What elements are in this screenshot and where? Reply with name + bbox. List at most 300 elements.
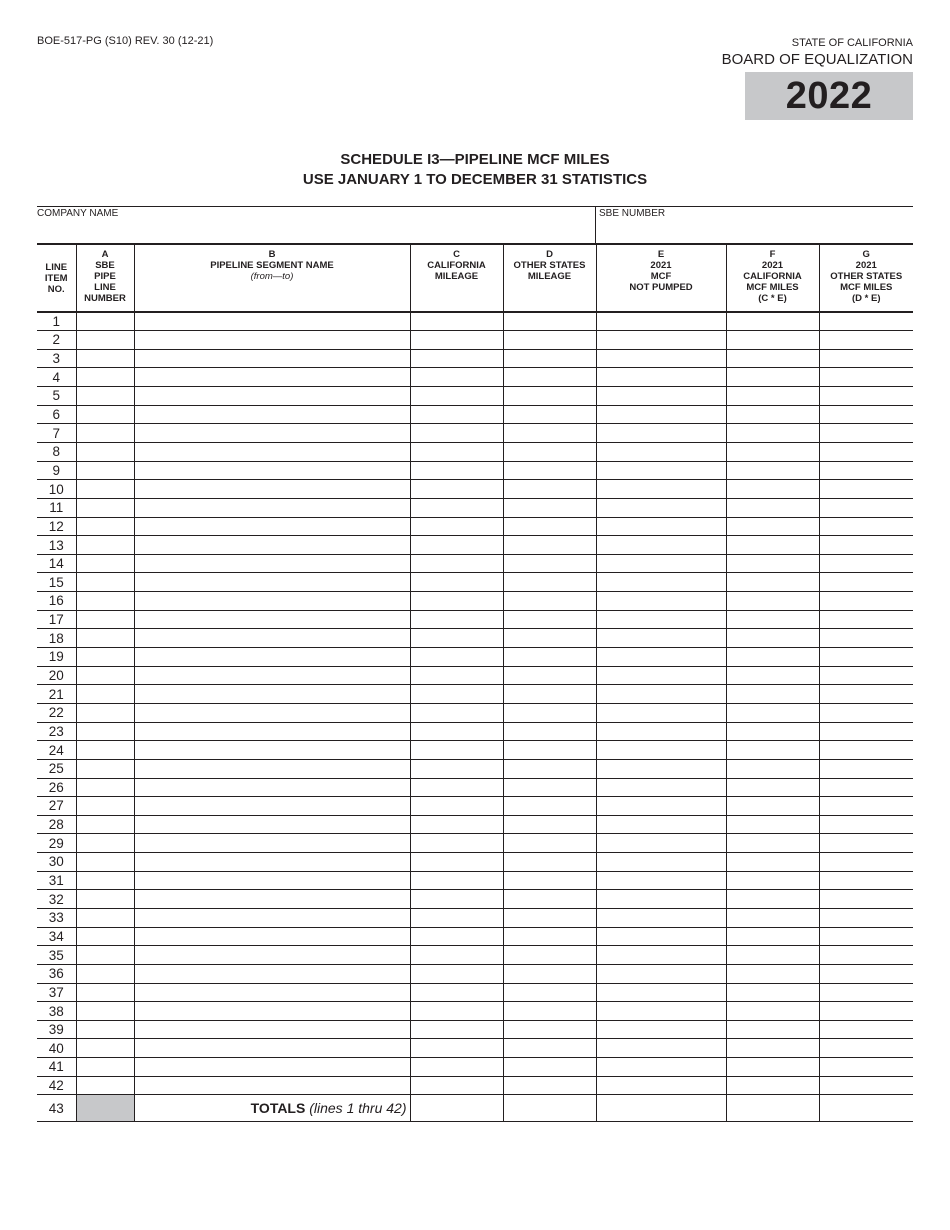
mcf-not-pumped-cell[interactable] [596, 573, 726, 592]
mcf-not-pumped-cell[interactable] [596, 312, 726, 331]
segment-name-cell[interactable] [134, 722, 410, 741]
other-mileage-cell[interactable] [503, 722, 596, 741]
other-mcf-miles-cell[interactable] [819, 349, 913, 368]
mcf-not-pumped-cell[interactable] [596, 741, 726, 760]
pipe-line-number-cell[interactable] [76, 629, 134, 648]
pipe-line-number-cell[interactable] [76, 368, 134, 387]
ca-mcf-miles-cell[interactable] [726, 349, 819, 368]
mcf-not-pumped-cell[interactable] [596, 498, 726, 517]
ca-mcf-miles-cell[interactable] [726, 722, 819, 741]
ca-mileage-cell[interactable] [410, 648, 503, 667]
ca-mcf-miles-cell[interactable] [726, 890, 819, 909]
other-mcf-miles-cell[interactable] [819, 424, 913, 443]
other-mcf-miles-cell[interactable] [819, 536, 913, 555]
ca-mcf-miles-cell[interactable] [726, 312, 819, 331]
segment-name-cell[interactable] [134, 592, 410, 611]
pipe-line-number-cell[interactable] [76, 946, 134, 965]
other-mcf-miles-cell[interactable] [819, 629, 913, 648]
ca-mileage-cell[interactable] [410, 815, 503, 834]
pipe-line-number-cell[interactable] [76, 909, 134, 928]
segment-name-cell[interactable] [134, 1076, 410, 1095]
mcf-not-pumped-cell[interactable] [596, 517, 726, 536]
pipe-line-number-cell[interactable] [76, 983, 134, 1002]
pipe-line-number-cell[interactable] [76, 1076, 134, 1095]
other-mcf-miles-cell[interactable] [819, 368, 913, 387]
ca-mcf-miles-cell[interactable] [726, 1039, 819, 1058]
ca-mileage-cell[interactable] [410, 592, 503, 611]
other-mcf-miles-cell[interactable] [819, 1020, 913, 1039]
mcf-not-pumped-cell[interactable] [596, 853, 726, 872]
ca-mcf-miles-cell[interactable] [726, 461, 819, 480]
segment-name-cell[interactable] [134, 946, 410, 965]
ca-mcf-miles-cell[interactable] [726, 946, 819, 965]
segment-name-cell[interactable] [134, 387, 410, 406]
segment-name-cell[interactable] [134, 703, 410, 722]
mcf-not-pumped-cell[interactable] [596, 349, 726, 368]
other-mileage-cell[interactable] [503, 797, 596, 816]
ca-mcf-miles-cell[interactable] [726, 387, 819, 406]
other-mileage-cell[interactable] [503, 666, 596, 685]
mcf-not-pumped-cell[interactable] [596, 592, 726, 611]
ca-mileage-cell[interactable] [410, 480, 503, 499]
segment-name-cell[interactable] [134, 834, 410, 853]
pipe-line-number-cell[interactable] [76, 685, 134, 704]
ca-mileage-cell[interactable] [410, 797, 503, 816]
ca-mileage-cell[interactable] [410, 722, 503, 741]
other-mcf-miles-cell[interactable] [819, 927, 913, 946]
other-mileage-cell[interactable] [503, 461, 596, 480]
ca-mileage-cell[interactable] [410, 741, 503, 760]
ca-mcf-miles-cell[interactable] [726, 853, 819, 872]
other-mileage-cell[interactable] [503, 741, 596, 760]
ca-mileage-cell[interactable] [410, 331, 503, 350]
mcf-not-pumped-cell[interactable] [596, 648, 726, 667]
ca-mileage-cell[interactable] [410, 629, 503, 648]
mcf-not-pumped-cell[interactable] [596, 442, 726, 461]
ca-mileage-cell[interactable] [410, 853, 503, 872]
ca-mileage-cell[interactable] [410, 946, 503, 965]
ca-mileage-cell[interactable] [410, 536, 503, 555]
other-mileage-cell[interactable] [503, 629, 596, 648]
other-mcf-miles-cell[interactable] [819, 964, 913, 983]
segment-name-cell[interactable] [134, 442, 410, 461]
segment-name-cell[interactable] [134, 927, 410, 946]
ca-mileage-cell[interactable] [410, 1039, 503, 1058]
ca-mileage-cell[interactable] [410, 498, 503, 517]
ca-mcf-miles-cell[interactable] [726, 909, 819, 928]
mcf-not-pumped-cell[interactable] [596, 815, 726, 834]
other-mileage-cell[interactable] [503, 983, 596, 1002]
other-mcf-miles-cell[interactable] [819, 909, 913, 928]
mcf-not-pumped-cell[interactable] [596, 536, 726, 555]
segment-name-cell[interactable] [134, 424, 410, 443]
other-mileage-cell[interactable] [503, 815, 596, 834]
ca-mileage-cell[interactable] [410, 834, 503, 853]
ca-mcf-miles-cell[interactable] [726, 592, 819, 611]
ca-mileage-cell[interactable] [410, 405, 503, 424]
ca-mcf-miles-cell[interactable] [726, 964, 819, 983]
pipe-line-number-cell[interactable] [76, 741, 134, 760]
other-mcf-miles-cell[interactable] [819, 648, 913, 667]
mcf-not-pumped-cell[interactable] [596, 1058, 726, 1077]
segment-name-cell[interactable] [134, 648, 410, 667]
mcf-not-pumped-cell[interactable] [596, 1039, 726, 1058]
other-mileage-cell[interactable] [503, 1002, 596, 1021]
ca-mcf-miles-cell[interactable] [726, 927, 819, 946]
ca-mileage-cell[interactable] [410, 1058, 503, 1077]
segment-name-cell[interactable] [134, 1002, 410, 1021]
ca-mcf-miles-cell[interactable] [726, 629, 819, 648]
ca-mcf-miles-cell[interactable] [726, 610, 819, 629]
mcf-not-pumped-cell[interactable] [596, 871, 726, 890]
segment-name-cell[interactable] [134, 741, 410, 760]
pipe-line-number-cell[interactable] [76, 1020, 134, 1039]
pipe-line-number-cell[interactable] [76, 442, 134, 461]
segment-name-cell[interactable] [134, 1039, 410, 1058]
pipe-line-number-cell[interactable] [76, 405, 134, 424]
other-mileage-cell[interactable] [503, 927, 596, 946]
ca-mileage-cell[interactable] [410, 424, 503, 443]
ca-mcf-miles-cell[interactable] [726, 1058, 819, 1077]
ca-mileage-cell[interactable] [410, 871, 503, 890]
segment-name-cell[interactable] [134, 853, 410, 872]
ca-mcf-miles-cell[interactable] [726, 759, 819, 778]
pipe-line-number-cell[interactable] [76, 480, 134, 499]
ca-mileage-cell[interactable] [410, 964, 503, 983]
segment-name-cell[interactable] [134, 405, 410, 424]
ca-mileage-cell[interactable] [410, 554, 503, 573]
other-mcf-miles-cell[interactable] [819, 759, 913, 778]
other-mcf-miles-cell[interactable] [819, 890, 913, 909]
other-mileage-cell[interactable] [503, 387, 596, 406]
segment-name-cell[interactable] [134, 909, 410, 928]
other-mcf-miles-cell[interactable] [819, 405, 913, 424]
other-mcf-miles-cell[interactable] [819, 517, 913, 536]
other-mileage-cell[interactable] [503, 610, 596, 629]
total-other-mileage-cell[interactable] [503, 1095, 596, 1122]
pipe-line-number-cell[interactable] [76, 461, 134, 480]
segment-name-cell[interactable] [134, 815, 410, 834]
ca-mcf-miles-cell[interactable] [726, 1002, 819, 1021]
other-mileage-cell[interactable] [503, 1058, 596, 1077]
other-mcf-miles-cell[interactable] [819, 1039, 913, 1058]
other-mileage-cell[interactable] [503, 424, 596, 443]
other-mcf-miles-cell[interactable] [819, 592, 913, 611]
other-mileage-cell[interactable] [503, 442, 596, 461]
segment-name-cell[interactable] [134, 666, 410, 685]
company-name-field[interactable] [37, 207, 596, 243]
other-mcf-miles-cell[interactable] [819, 1058, 913, 1077]
other-mcf-miles-cell[interactable] [819, 554, 913, 573]
pipe-line-number-cell[interactable] [76, 573, 134, 592]
mcf-not-pumped-cell[interactable] [596, 461, 726, 480]
segment-name-cell[interactable] [134, 610, 410, 629]
ca-mileage-cell[interactable] [410, 517, 503, 536]
segment-name-cell[interactable] [134, 349, 410, 368]
other-mileage-cell[interactable] [503, 573, 596, 592]
total-ca-mileage-cell[interactable] [410, 1095, 503, 1122]
ca-mileage-cell[interactable] [410, 349, 503, 368]
ca-mileage-cell[interactable] [410, 573, 503, 592]
other-mileage-cell[interactable] [503, 759, 596, 778]
pipe-line-number-cell[interactable] [76, 610, 134, 629]
other-mileage-cell[interactable] [503, 909, 596, 928]
ca-mileage-cell[interactable] [410, 387, 503, 406]
mcf-not-pumped-cell[interactable] [596, 480, 726, 499]
pipe-line-number-cell[interactable] [76, 964, 134, 983]
segment-name-cell[interactable] [134, 1058, 410, 1077]
mcf-not-pumped-cell[interactable] [596, 666, 726, 685]
mcf-not-pumped-cell[interactable] [596, 927, 726, 946]
other-mcf-miles-cell[interactable] [819, 983, 913, 1002]
ca-mcf-miles-cell[interactable] [726, 741, 819, 760]
other-mcf-miles-cell[interactable] [819, 871, 913, 890]
other-mileage-cell[interactable] [503, 834, 596, 853]
other-mcf-miles-cell[interactable] [819, 722, 913, 741]
mcf-not-pumped-cell[interactable] [596, 722, 726, 741]
mcf-not-pumped-cell[interactable] [596, 610, 726, 629]
other-mileage-cell[interactable] [503, 890, 596, 909]
ca-mileage-cell[interactable] [410, 442, 503, 461]
ca-mcf-miles-cell[interactable] [726, 834, 819, 853]
other-mileage-cell[interactable] [503, 498, 596, 517]
total-ca-mcf-miles-cell[interactable] [726, 1095, 819, 1122]
segment-name-cell[interactable] [134, 629, 410, 648]
other-mcf-miles-cell[interactable] [819, 610, 913, 629]
other-mileage-cell[interactable] [503, 349, 596, 368]
ca-mileage-cell[interactable] [410, 983, 503, 1002]
mcf-not-pumped-cell[interactable] [596, 703, 726, 722]
other-mcf-miles-cell[interactable] [819, 480, 913, 499]
pipe-line-number-cell[interactable] [76, 554, 134, 573]
segment-name-cell[interactable] [134, 983, 410, 1002]
ca-mileage-cell[interactable] [410, 890, 503, 909]
ca-mileage-cell[interactable] [410, 666, 503, 685]
ca-mileage-cell[interactable] [410, 368, 503, 387]
other-mcf-miles-cell[interactable] [819, 853, 913, 872]
pipe-line-number-cell[interactable] [76, 312, 134, 331]
other-mileage-cell[interactable] [503, 517, 596, 536]
segment-name-cell[interactable] [134, 797, 410, 816]
pipe-line-number-cell[interactable] [76, 592, 134, 611]
segment-name-cell[interactable] [134, 685, 410, 704]
other-mcf-miles-cell[interactable] [819, 442, 913, 461]
pipe-line-number-cell[interactable] [76, 1039, 134, 1058]
mcf-not-pumped-cell[interactable] [596, 1002, 726, 1021]
ca-mcf-miles-cell[interactable] [726, 703, 819, 722]
ca-mileage-cell[interactable] [410, 909, 503, 928]
pipe-line-number-cell[interactable] [76, 349, 134, 368]
ca-mileage-cell[interactable] [410, 759, 503, 778]
mcf-not-pumped-cell[interactable] [596, 964, 726, 983]
ca-mcf-miles-cell[interactable] [726, 573, 819, 592]
mcf-not-pumped-cell[interactable] [596, 424, 726, 443]
segment-name-cell[interactable] [134, 461, 410, 480]
segment-name-cell[interactable] [134, 573, 410, 592]
other-mileage-cell[interactable] [503, 853, 596, 872]
ca-mcf-miles-cell[interactable] [726, 648, 819, 667]
segment-name-cell[interactable] [134, 890, 410, 909]
ca-mcf-miles-cell[interactable] [726, 1020, 819, 1039]
pipe-line-number-cell[interactable] [76, 927, 134, 946]
ca-mcf-miles-cell[interactable] [726, 424, 819, 443]
mcf-not-pumped-cell[interactable] [596, 405, 726, 424]
other-mcf-miles-cell[interactable] [819, 685, 913, 704]
other-mileage-cell[interactable] [503, 964, 596, 983]
other-mcf-miles-cell[interactable] [819, 312, 913, 331]
pipe-line-number-cell[interactable] [76, 666, 134, 685]
other-mcf-miles-cell[interactable] [819, 387, 913, 406]
ca-mcf-miles-cell[interactable] [726, 797, 819, 816]
other-mcf-miles-cell[interactable] [819, 573, 913, 592]
other-mileage-cell[interactable] [503, 480, 596, 499]
ca-mcf-miles-cell[interactable] [726, 685, 819, 704]
ca-mcf-miles-cell[interactable] [726, 442, 819, 461]
other-mcf-miles-cell[interactable] [819, 815, 913, 834]
other-mileage-cell[interactable] [503, 536, 596, 555]
other-mileage-cell[interactable] [503, 703, 596, 722]
ca-mileage-cell[interactable] [410, 1002, 503, 1021]
segment-name-cell[interactable] [134, 554, 410, 573]
ca-mileage-cell[interactable] [410, 685, 503, 704]
pipe-line-number-cell[interactable] [76, 890, 134, 909]
other-mcf-miles-cell[interactable] [819, 331, 913, 350]
other-mcf-miles-cell[interactable] [819, 461, 913, 480]
mcf-not-pumped-cell[interactable] [596, 983, 726, 1002]
ca-mcf-miles-cell[interactable] [726, 517, 819, 536]
mcf-not-pumped-cell[interactable] [596, 1076, 726, 1095]
pipe-line-number-cell[interactable] [76, 778, 134, 797]
other-mcf-miles-cell[interactable] [819, 778, 913, 797]
pipe-line-number-cell[interactable] [76, 517, 134, 536]
mcf-not-pumped-cell[interactable] [596, 368, 726, 387]
other-mileage-cell[interactable] [503, 871, 596, 890]
segment-name-cell[interactable] [134, 964, 410, 983]
pipe-line-number-cell[interactable] [76, 1058, 134, 1077]
segment-name-cell[interactable] [134, 778, 410, 797]
ca-mcf-miles-cell[interactable] [726, 778, 819, 797]
other-mcf-miles-cell[interactable] [819, 1076, 913, 1095]
mcf-not-pumped-cell[interactable] [596, 946, 726, 965]
segment-name-cell[interactable] [134, 368, 410, 387]
pipe-line-number-cell[interactable] [76, 331, 134, 350]
other-mcf-miles-cell[interactable] [819, 797, 913, 816]
ca-mileage-cell[interactable] [410, 461, 503, 480]
ca-mcf-miles-cell[interactable] [726, 871, 819, 890]
segment-name-cell[interactable] [134, 517, 410, 536]
other-mileage-cell[interactable] [503, 1039, 596, 1058]
other-mcf-miles-cell[interactable] [819, 666, 913, 685]
other-mileage-cell[interactable] [503, 946, 596, 965]
ca-mcf-miles-cell[interactable] [726, 368, 819, 387]
mcf-not-pumped-cell[interactable] [596, 797, 726, 816]
ca-mcf-miles-cell[interactable] [726, 480, 819, 499]
segment-name-cell[interactable] [134, 312, 410, 331]
ca-mileage-cell[interactable] [410, 1076, 503, 1095]
mcf-not-pumped-cell[interactable] [596, 331, 726, 350]
ca-mcf-miles-cell[interactable] [726, 405, 819, 424]
segment-name-cell[interactable] [134, 871, 410, 890]
pipe-line-number-cell[interactable] [76, 536, 134, 555]
mcf-not-pumped-cell[interactable] [596, 1020, 726, 1039]
pipe-line-number-cell[interactable] [76, 1002, 134, 1021]
mcf-not-pumped-cell[interactable] [596, 834, 726, 853]
mcf-not-pumped-cell[interactable] [596, 759, 726, 778]
other-mileage-cell[interactable] [503, 331, 596, 350]
segment-name-cell[interactable] [134, 331, 410, 350]
mcf-not-pumped-cell[interactable] [596, 685, 726, 704]
ca-mcf-miles-cell[interactable] [726, 666, 819, 685]
segment-name-cell[interactable] [134, 480, 410, 499]
ca-mcf-miles-cell[interactable] [726, 983, 819, 1002]
pipe-line-number-cell[interactable] [76, 648, 134, 667]
other-mileage-cell[interactable] [503, 648, 596, 667]
ca-mileage-cell[interactable] [410, 703, 503, 722]
ca-mcf-miles-cell[interactable] [726, 815, 819, 834]
other-mcf-miles-cell[interactable] [819, 741, 913, 760]
other-mileage-cell[interactable] [503, 592, 596, 611]
ca-mileage-cell[interactable] [410, 1020, 503, 1039]
ca-mcf-miles-cell[interactable] [726, 536, 819, 555]
other-mcf-miles-cell[interactable] [819, 1002, 913, 1021]
ca-mileage-cell[interactable] [410, 610, 503, 629]
ca-mcf-miles-cell[interactable] [726, 498, 819, 517]
mcf-not-pumped-cell[interactable] [596, 387, 726, 406]
pipe-line-number-cell[interactable] [76, 871, 134, 890]
total-other-mcf-miles-cell[interactable] [819, 1095, 913, 1122]
pipe-line-number-cell[interactable] [76, 797, 134, 816]
pipe-line-number-cell[interactable] [76, 722, 134, 741]
mcf-not-pumped-cell[interactable] [596, 629, 726, 648]
segment-name-cell[interactable] [134, 498, 410, 517]
other-mcf-miles-cell[interactable] [819, 946, 913, 965]
total-mcf-not-pumped-cell[interactable] [596, 1095, 726, 1122]
pipe-line-number-cell[interactable] [76, 834, 134, 853]
ca-mcf-miles-cell[interactable] [726, 331, 819, 350]
other-mileage-cell[interactable] [503, 368, 596, 387]
pipe-line-number-cell[interactable] [76, 498, 134, 517]
other-mileage-cell[interactable] [503, 778, 596, 797]
ca-mileage-cell[interactable] [410, 927, 503, 946]
mcf-not-pumped-cell[interactable] [596, 554, 726, 573]
other-mcf-miles-cell[interactable] [819, 834, 913, 853]
mcf-not-pumped-cell[interactable] [596, 890, 726, 909]
pipe-line-number-cell[interactable] [76, 853, 134, 872]
ca-mileage-cell[interactable] [410, 778, 503, 797]
pipe-line-number-cell[interactable] [76, 815, 134, 834]
other-mileage-cell[interactable] [503, 405, 596, 424]
ca-mcf-miles-cell[interactable] [726, 1076, 819, 1095]
mcf-not-pumped-cell[interactable] [596, 778, 726, 797]
pipe-line-number-cell[interactable] [76, 387, 134, 406]
segment-name-cell[interactable] [134, 759, 410, 778]
other-mileage-cell[interactable] [503, 1020, 596, 1039]
other-mileage-cell[interactable] [503, 1076, 596, 1095]
other-mileage-cell[interactable] [503, 685, 596, 704]
ca-mileage-cell[interactable] [410, 312, 503, 331]
mcf-not-pumped-cell[interactable] [596, 909, 726, 928]
pipe-line-number-cell[interactable] [76, 703, 134, 722]
segment-name-cell[interactable] [134, 536, 410, 555]
sbe-number-field[interactable] [596, 207, 913, 243]
ca-mcf-miles-cell[interactable] [726, 554, 819, 573]
other-mcf-miles-cell[interactable] [819, 703, 913, 722]
pipe-line-number-cell[interactable] [76, 424, 134, 443]
segment-name-cell[interactable] [134, 1020, 410, 1039]
pipe-line-number-cell[interactable] [76, 759, 134, 778]
other-mileage-cell[interactable] [503, 312, 596, 331]
other-mcf-miles-cell[interactable] [819, 498, 913, 517]
